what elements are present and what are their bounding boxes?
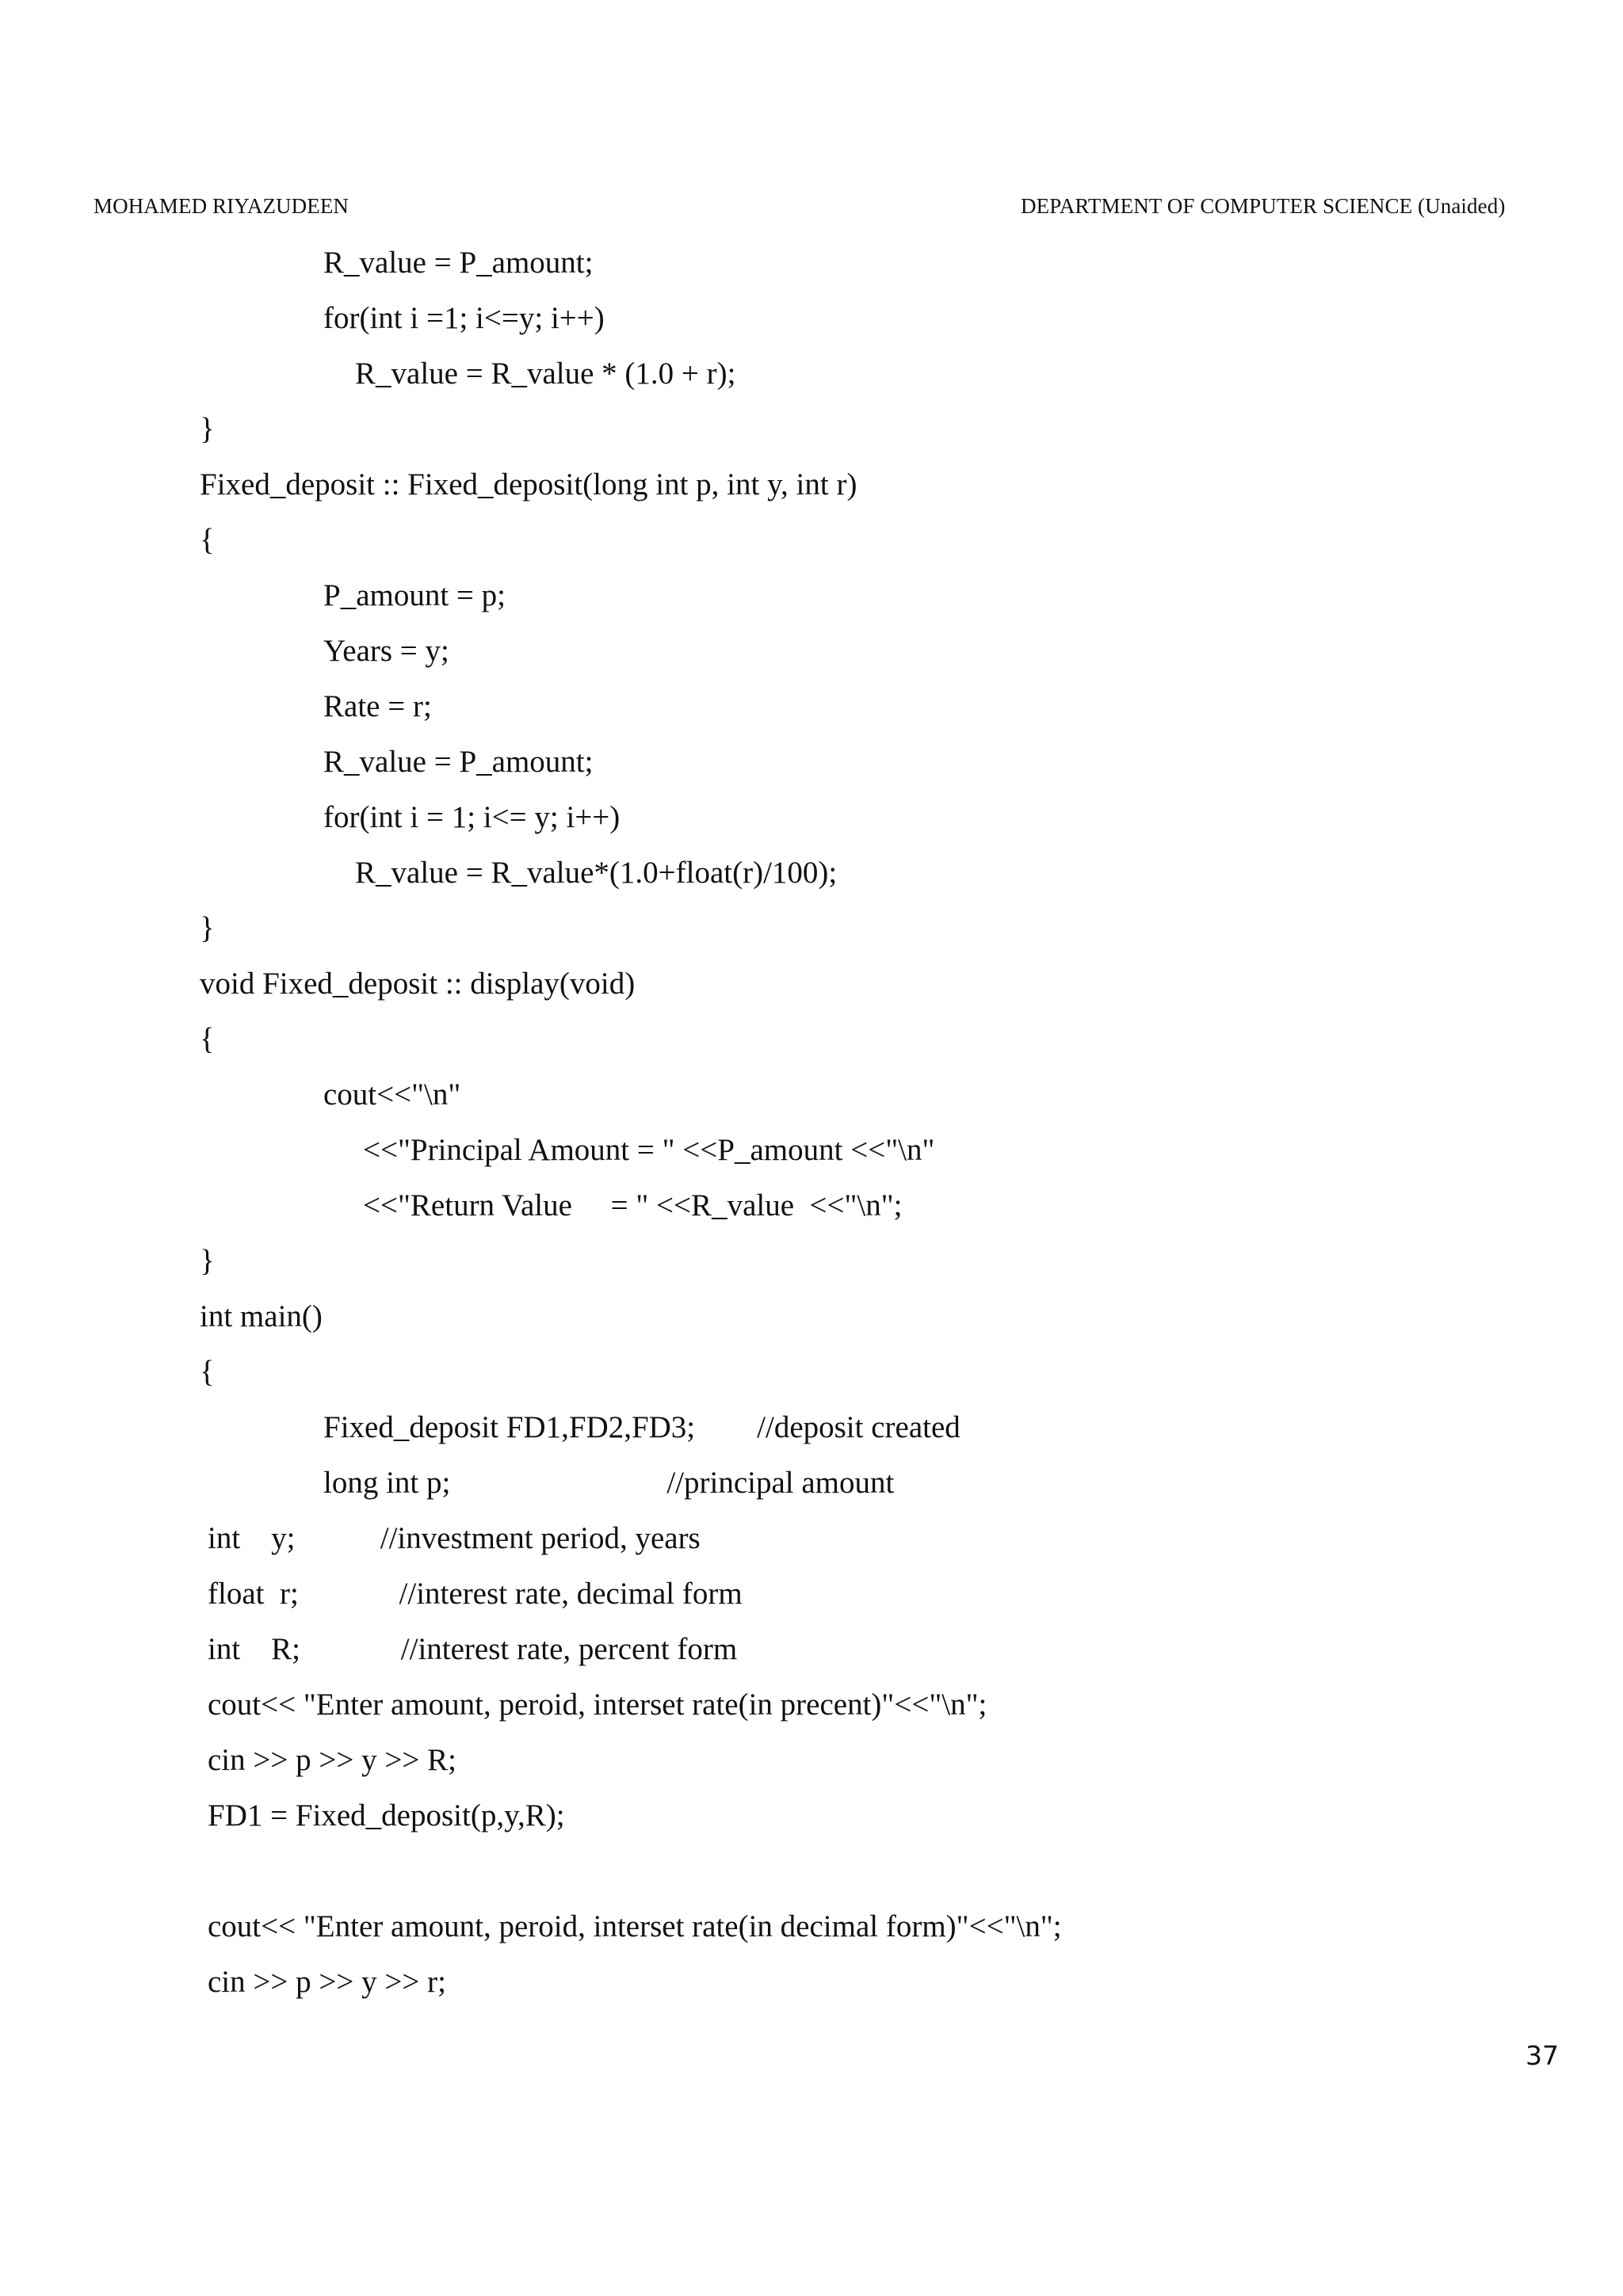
code-line: <<"Return Value = " <<R_value <<"\n"; (363, 1188, 903, 1222)
code-line: int R; //interest rate, percent form (208, 1632, 738, 1666)
code-line: cout<< "Enter amount, peroid, interset rate(in precent)"<<"\n"; (208, 1688, 987, 1722)
code-line: Years = y; (323, 634, 449, 668)
code-line: void Fixed_deposit :: display(void) (200, 967, 636, 1001)
code-line: int y; //investment period, years (208, 1521, 701, 1555)
code-line: float r; //interest rate, decimal form (208, 1577, 743, 1611)
code-line: Fixed_deposit :: Fixed_deposit(long int p, int y, int r) (200, 467, 857, 502)
code-line: R_value = R_value*(1.0+float(r)/100); (355, 856, 838, 890)
code-line: FD1 = Fixed_deposit(p,y,R); (208, 1798, 565, 1833)
code-line: } (200, 911, 215, 945)
code-line: cout<< "Enter amount, peroid, interset rate(in decimal form)"<<"\n"; (208, 1909, 1062, 1943)
department-header: DEPARTMENT OF COMPUTER SCIENCE (Unaided) (1021, 194, 1506, 218)
code-line: long int p; //principal amount (323, 1466, 895, 1500)
code-line: R_value = R_value * (1.0 + r); (355, 357, 736, 391)
code-line: } (200, 412, 215, 446)
code-line: R_value = P_amount; (323, 246, 594, 280)
code-line: { (200, 523, 215, 557)
code-line: P_amount = p; (323, 578, 506, 612)
code-line: cin >> p >> y >> r; (208, 1965, 446, 1999)
code-line: cin >> p >> y >> R; (208, 1743, 456, 1777)
code-line: Fixed_deposit FD1,FD2,FD3; //deposit created (323, 1410, 960, 1444)
code-line: <<"Principal Amount = " <<P_amount <<"\n" (363, 1133, 935, 1167)
code-line: Rate = r; (323, 689, 432, 723)
code-line: int main() (200, 1299, 323, 1333)
author-header: MOHAMED RIYAZUDEEN (94, 194, 349, 218)
code-line: R_value = P_amount; (323, 745, 594, 779)
code-line: { (200, 1355, 215, 1389)
code-line: for(int i =1; i<=y; i++) (323, 301, 605, 335)
code-line: } (200, 1244, 215, 1278)
code-line: for(int i = 1; i<= y; i++) (323, 800, 621, 834)
code-line: { (200, 1022, 215, 1056)
code-line: cout<<"\n" (323, 1077, 461, 1112)
page-number: 37 (1526, 2040, 1559, 2071)
